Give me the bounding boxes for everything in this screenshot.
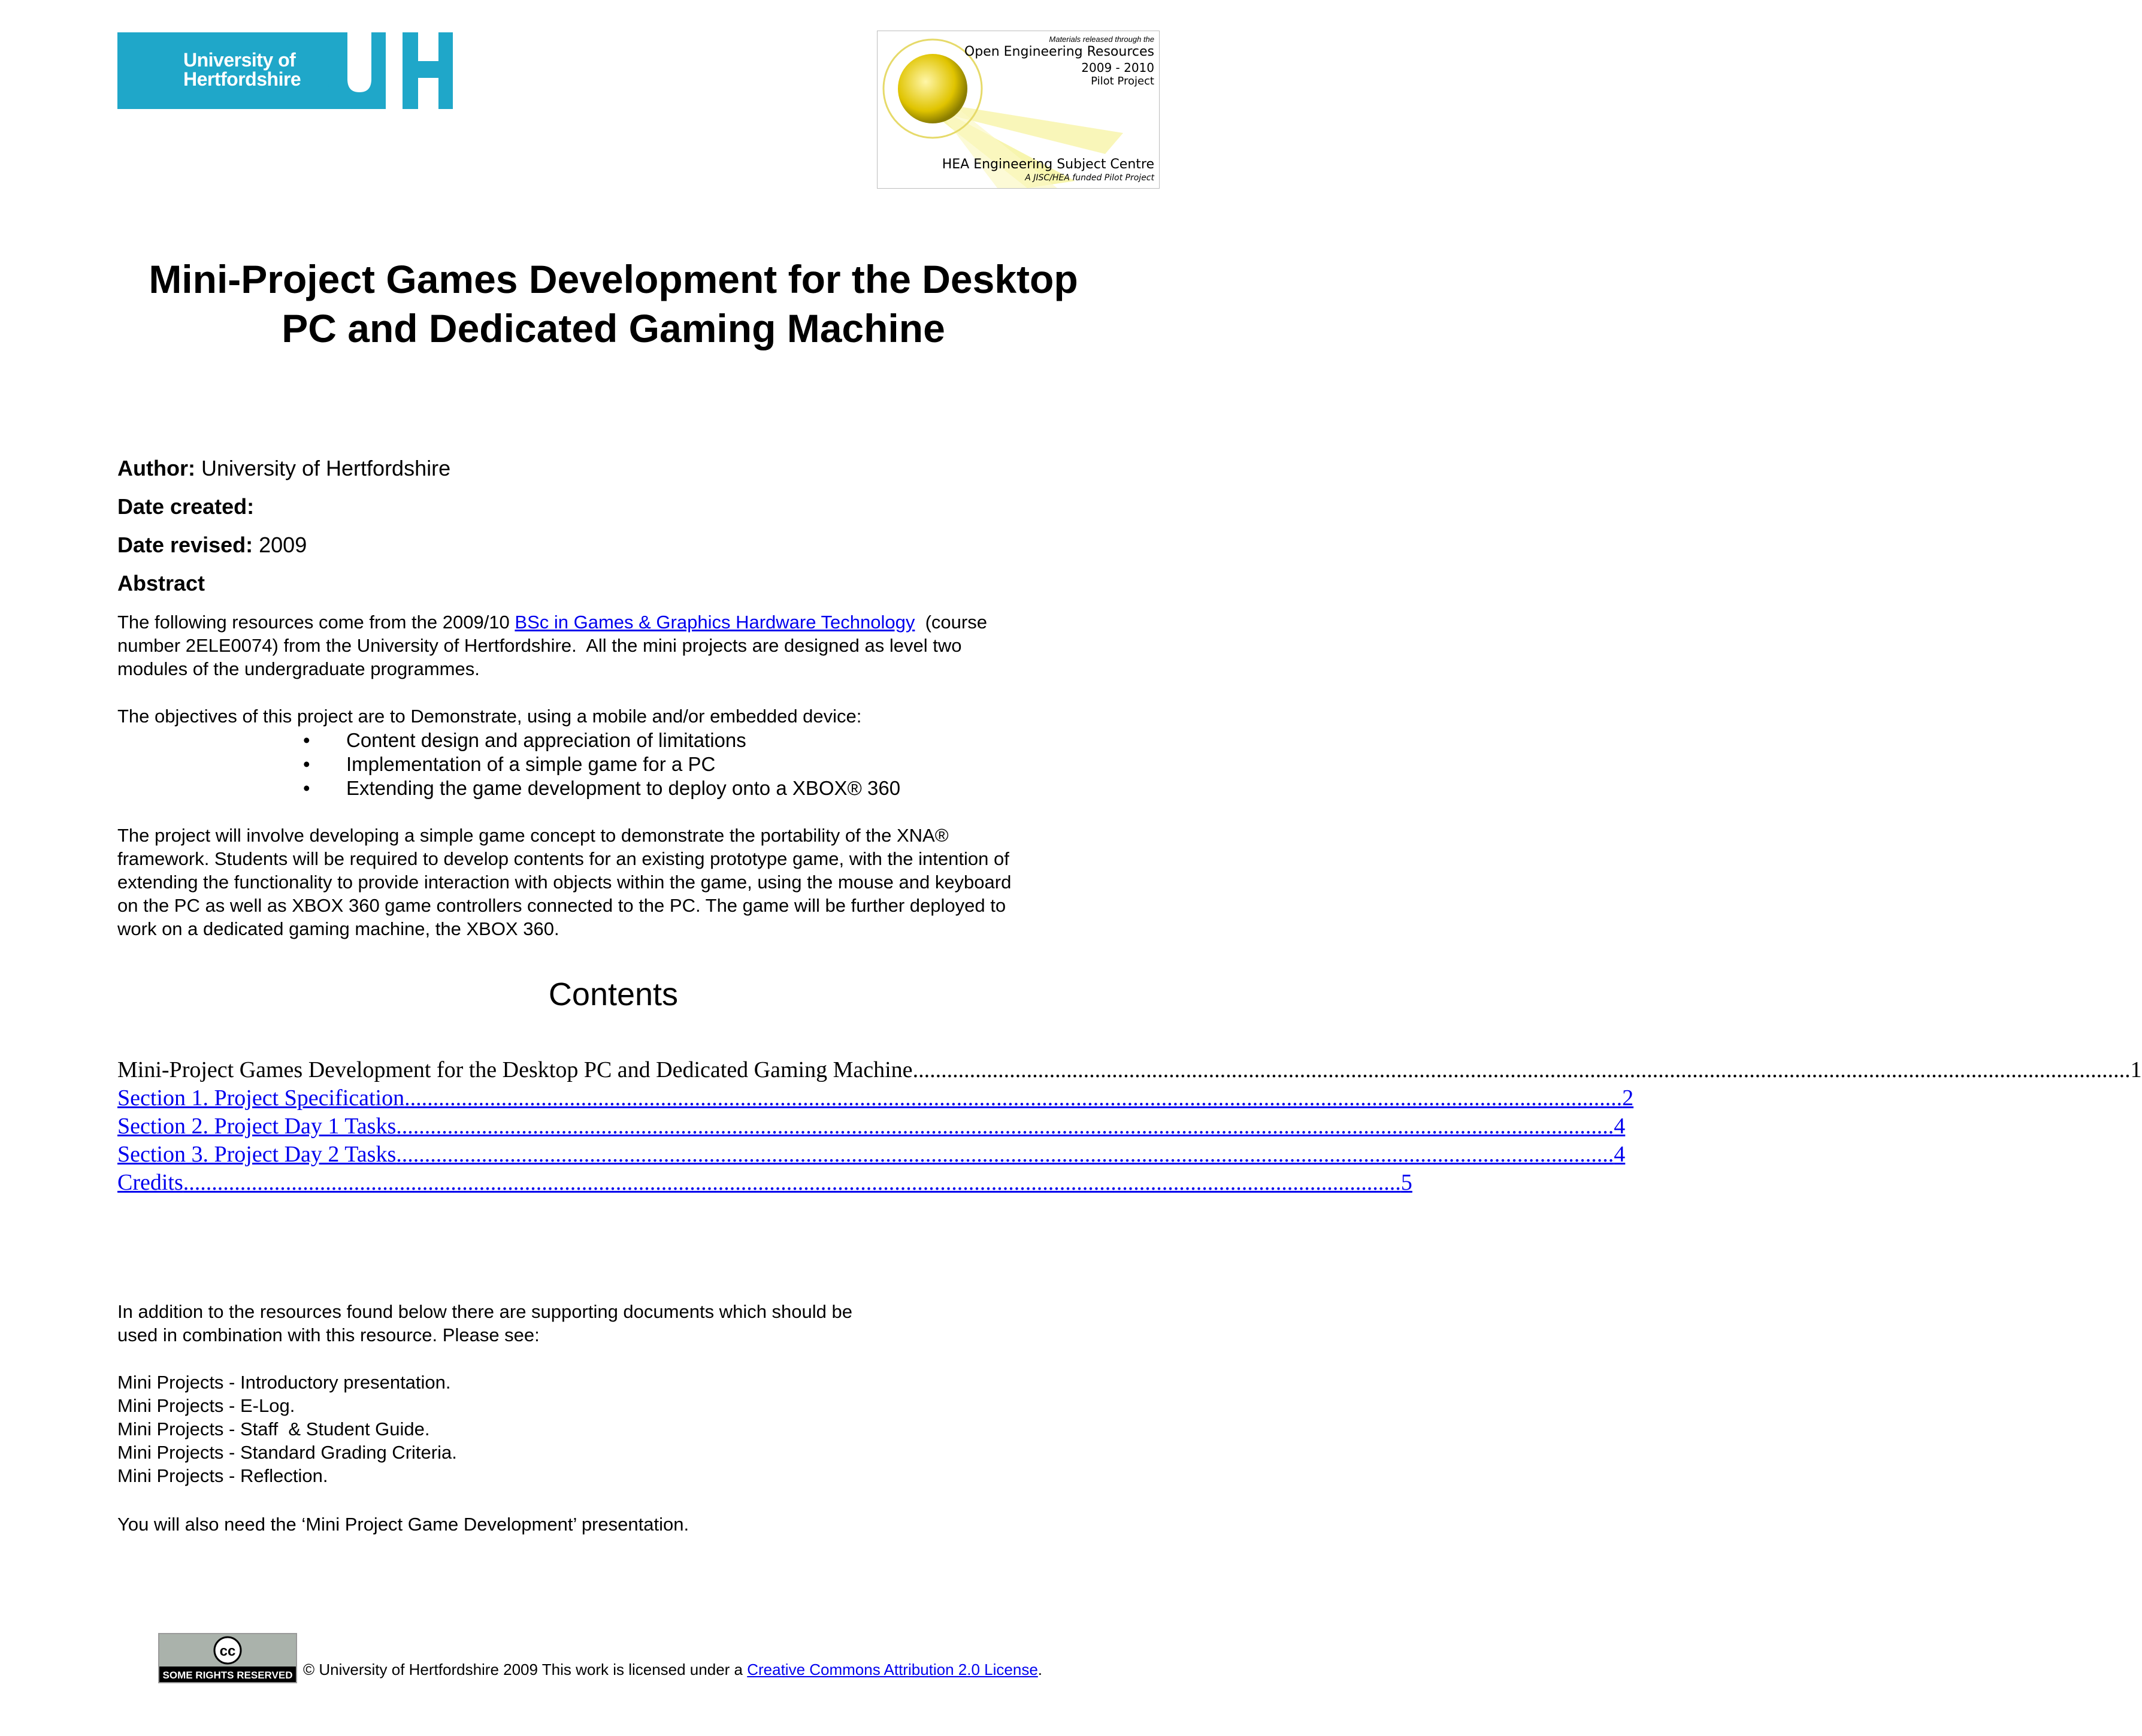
abstract-p1-line3: modules of the undergraduate programmes. xyxy=(117,658,480,679)
cc-badge-text: SOME RIGHTS RESERVED xyxy=(162,1670,293,1681)
contents-heading: Contents xyxy=(548,976,679,1012)
project-description xyxy=(117,824,1124,940)
abstract-heading xyxy=(117,570,205,597)
toc-page[interactable]: 2 xyxy=(1622,1085,1634,1111)
objectives-list xyxy=(117,728,1124,800)
document-title xyxy=(117,255,1109,353)
toc-leader: ...................................................................................................................................................................................................................... xyxy=(396,1114,1614,1139)
date-created-line xyxy=(117,494,254,520)
creative-commons-icon xyxy=(159,1634,296,1682)
title-line2: PC and Dedicated Gaming Machine xyxy=(282,306,945,350)
date-revised-line xyxy=(117,532,307,558)
toc-entry-4[interactable] xyxy=(117,1141,1626,1169)
list-item: Mini Projects - Reflection. xyxy=(117,1465,328,1486)
bullet-icon: • xyxy=(303,729,310,751)
license-prefix: © University of Hertfordshire 2009 This work is licensed under a xyxy=(303,1661,748,1678)
supporting-intro xyxy=(117,1300,1124,1347)
toc-title[interactable]: Section 3. Project Day 2 Tasks xyxy=(117,1142,397,1167)
bullet-text: Extending the game development to deploy onto a XBOX® 360 xyxy=(346,777,901,799)
toc-page[interactable]: 4 xyxy=(1614,1114,1626,1139)
title-line1: Mini-Project Games Development for the Desktop xyxy=(149,257,1078,301)
toc-title[interactable]: Credits xyxy=(117,1170,183,1195)
cc-license-badge[interactable] xyxy=(158,1633,297,1683)
toc-entry-1 xyxy=(117,1056,2142,1084)
toc-title[interactable]: Section 1. Project Specification xyxy=(117,1085,405,1111)
oer-line4: Pilot Project xyxy=(1091,75,1154,87)
supporting-intro-line1: In addition to the resources found below there are supporting documents which should be xyxy=(117,1301,852,1322)
toc-leader: ...................................................................................................................................................................................................................... xyxy=(912,1057,2131,1082)
date-created-label: Date created: xyxy=(117,494,255,519)
author-line xyxy=(117,455,450,482)
bullet-icon: • xyxy=(303,753,310,775)
oer-line5: HEA Engineering Subject Centre xyxy=(942,157,1154,172)
closing-note: You will also need the ‘Mini Project Game Development’ presentation. xyxy=(117,1514,689,1535)
date-revised-label: Date revised: xyxy=(117,533,253,557)
list-item xyxy=(117,728,1124,752)
list-item: Mini Projects - E-Log. xyxy=(117,1395,295,1416)
oer-line1: Materials released through the xyxy=(1049,35,1154,44)
abstract-p1-before: The following resources come from the 2009/10 xyxy=(117,612,515,633)
toc-entry-5[interactable] xyxy=(117,1169,1412,1197)
abstract-paragraph-1 xyxy=(117,610,1124,681)
supporting-intro-line2: used in combination with this resource. Please see: xyxy=(117,1324,540,1345)
list-item: Mini Projects - Standard Grading Criteria. xyxy=(117,1442,457,1463)
degree-link[interactable]: BSc in Games & Graphics Hardware Technology xyxy=(515,612,915,633)
license-suffix: . xyxy=(1037,1661,1043,1678)
desc-line: framework. Students will be required to develop contents for an existing prototype game, with the intention of xyxy=(117,848,1009,869)
abstract-p1-line2: number 2ELE0074) from the University of Hertfordshire. All the mini projects are designed as level two xyxy=(117,635,962,656)
desc-line: The project will involve developing a simple game concept to demonstrate the portability of the XNA® xyxy=(117,825,949,846)
supporting-list xyxy=(117,1371,1124,1487)
bullet-text: Implementation of a simple game for a PC xyxy=(346,753,716,775)
toc-page[interactable]: 5 xyxy=(1400,1170,1412,1195)
author-label: Author: xyxy=(117,456,195,480)
toc-entry-3[interactable] xyxy=(117,1112,1626,1141)
university-logo xyxy=(117,32,453,109)
oer-line6: A JISC/HEA funded Pilot Project xyxy=(1025,173,1154,183)
desc-line: work on a dedicated gaming machine, the XBOX 360. xyxy=(117,918,559,939)
oer-badge xyxy=(877,31,1160,189)
oer-line3: 2009 - 2010 xyxy=(1081,61,1154,75)
bullet-text: Content design and appreciation of limitations xyxy=(346,729,746,751)
toc-page: 1 xyxy=(2130,1057,2142,1082)
logo-line2: Hertfordshire xyxy=(183,68,301,90)
toc-leader: ...................................................................................................................................................................................................................... xyxy=(404,1085,1623,1111)
list-item: Mini Projects - Staff & Student Guide. xyxy=(117,1419,430,1439)
desc-line: on the PC as well as XBOX 360 game controllers connected to the PC. The game will be further deployed to xyxy=(117,895,1006,916)
abstract-p1-line1 xyxy=(117,610,1124,634)
license-text xyxy=(303,1659,1042,1680)
toc-entry-2[interactable] xyxy=(117,1084,1634,1112)
oer-line2: Open Engineering Resources xyxy=(964,44,1154,59)
toc-leader: ...................................................................................................................................................................................................................... xyxy=(183,1170,1401,1195)
bullet-icon: • xyxy=(303,777,310,799)
objectives-intro: The objectives of this project are to Demonstrate, using a mobile and/or embedded device: xyxy=(117,706,862,727)
logo-line1: University of xyxy=(183,49,296,71)
toc-title[interactable]: Section 2. Project Day 1 Tasks xyxy=(117,1114,397,1139)
toc-page[interactable]: 4 xyxy=(1614,1142,1626,1167)
toc-leader: ...................................................................................................................................................................................................................... xyxy=(396,1142,1614,1167)
toc-title: Mini-Project Games Development for the Desktop PC and Dedicated Gaming Machine xyxy=(117,1057,913,1082)
date-revised-value: 2009 xyxy=(259,533,307,557)
desc-line: extending the functionality to provide interaction with objects within the game, using the mouse and keyboard xyxy=(117,872,1012,893)
license-link[interactable]: Creative Commons Attribution 2.0 License xyxy=(747,1661,1038,1678)
list-item xyxy=(117,752,1124,776)
abstract-label: Abstract xyxy=(117,571,205,595)
author-value: University of Hertfordshire xyxy=(201,456,451,480)
list-item xyxy=(117,776,1124,800)
cc-symbol-text: cc xyxy=(219,1643,236,1659)
list-item: Mini Projects - Introductory presentation. xyxy=(117,1372,451,1393)
abstract-p1-after: (course xyxy=(915,612,987,633)
